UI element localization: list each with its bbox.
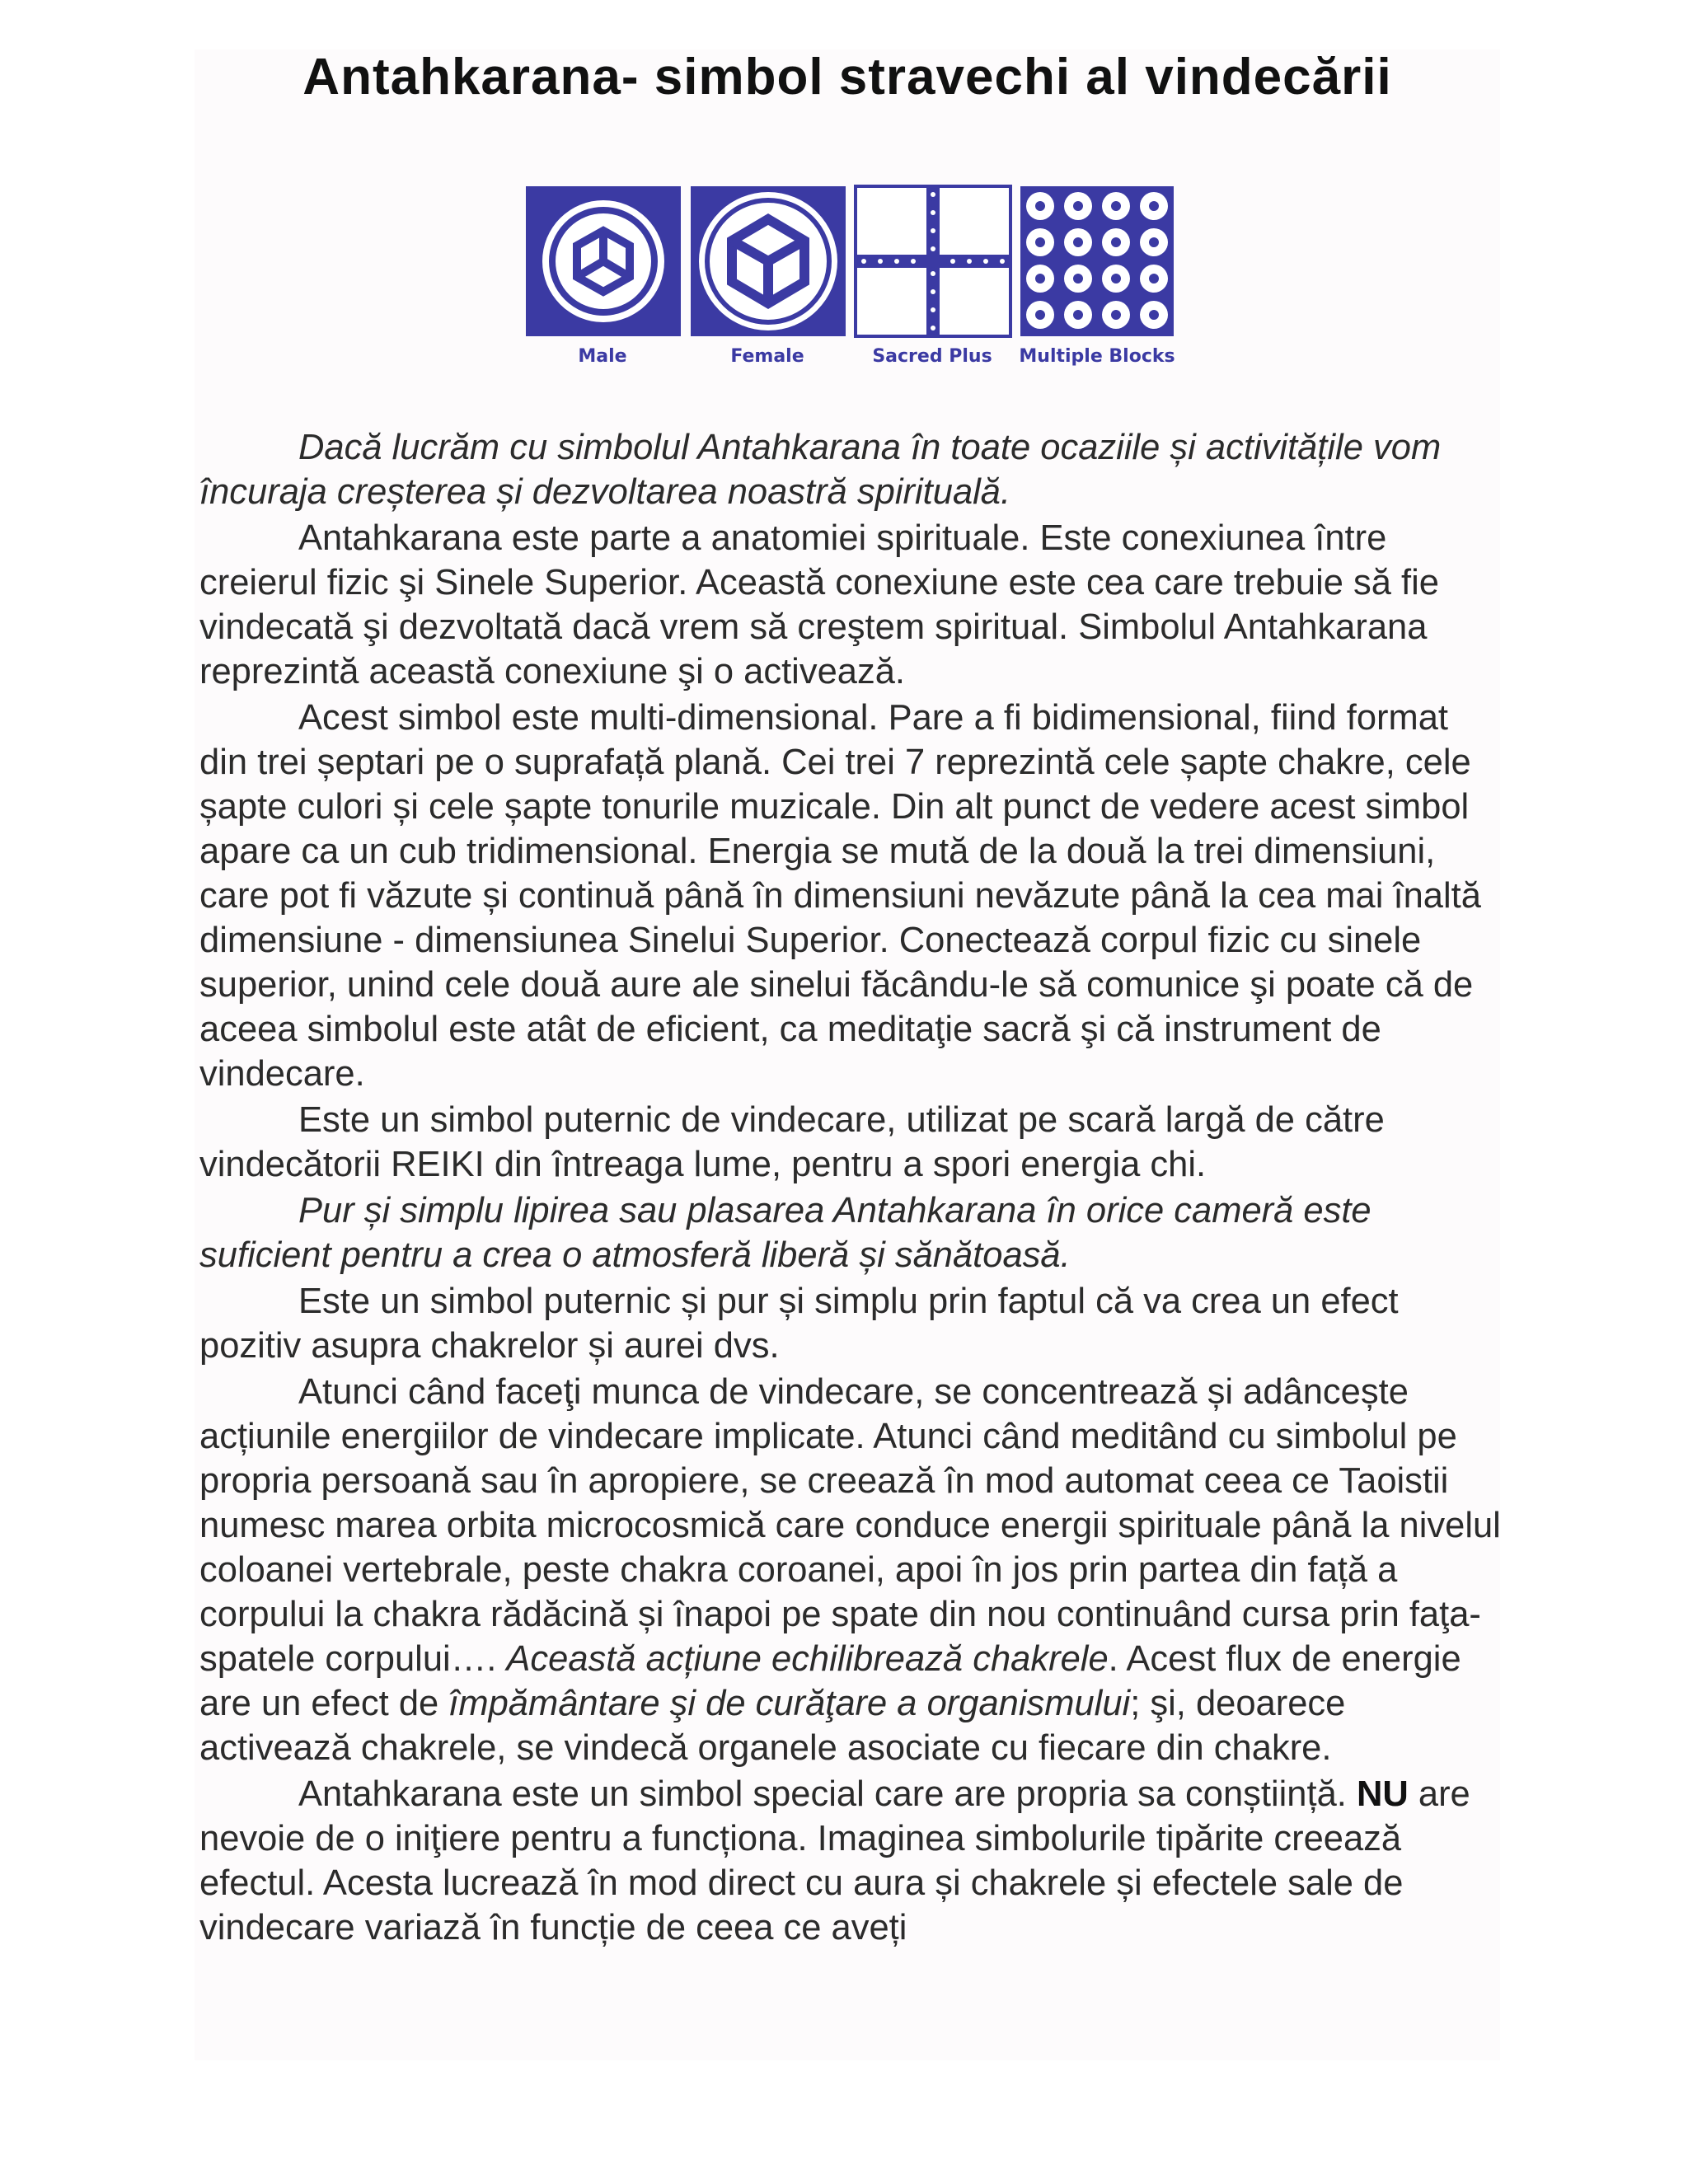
symbol-label-female: Female [730, 346, 804, 367]
paragraph-placement: Pur și simplu lipirea sau plasarea Antahkarana în orice cameră este suficient pentru a crea o atmosferă liberă și sănătoasă. [199, 1191, 1372, 1275]
paragraph-intro: Dacă lucrăm cu simbolul Antahkarana în toate ocaziile și activitățile vom încuraja creșterea și dezvoltarea noastră spirituală. [199, 428, 1442, 512]
paragraph-anatomy: Antahkarana este parte a anatomiei spirituale. Este conexiunea între creierul fizic şi Sinele Superior. Această conexiune este cea care trebuie să fie vindecată şi dezvoltată dacă vrem să creştem spiritual. Simbolul Antahkarana reprezintă această conexiune şi o activează. [199, 518, 1439, 691]
symbol-label-male: Male [578, 346, 627, 367]
antahkarana-sacred-plus-icon [856, 186, 1010, 336]
healing-text-2: . Acest flux de energie are un efect de [199, 1639, 1461, 1723]
symbol-label-sacred-plus: Sacred Plus [872, 346, 992, 367]
paragraph-consciousness [199, 1772, 1502, 1950]
consciousness-emphasis: NU [1356, 1774, 1409, 1814]
consciousness-text-2: are nevoie de o iniţiere pentru a funcționa. Imaginea simbolurile tipărite creează efectul. Acesta lucrează în mod direct cu aura și chakrele și efectele sale de vindecare variază în funcție de ceea ce aveți [199, 1774, 1470, 1947]
symbols-figure [524, 183, 1175, 381]
healing-text-balance: Această acțiune echilibrează chakrele [506, 1639, 1109, 1679]
paragraph-chakra-effect: Este un simbol puternic și pur și simplu prin faptul că va crea un efect pozitiv asupra chakrelor și aurei dvs. [199, 1282, 1399, 1366]
symbol-label-multiple-blocks: Multiple Blocks [1019, 346, 1175, 367]
paragraph-healing-work [199, 1370, 1502, 1770]
antahkarana-female-icon [691, 186, 846, 336]
article-body [199, 425, 1502, 1952]
healing-text-grounding: împământare şi de curăţare a organismului [448, 1684, 1131, 1723]
paragraph-reiki: Este un simbol puternic de vindecare, utilizat pe scară largă de către vindecătorii REIKI din întreaga lume, pentru a spori energia chi. [199, 1100, 1385, 1184]
antahkarana-multiple-blocks-icon [1020, 186, 1174, 336]
healing-text-3: ; şi, deoarece activează chakrele, se vindecă organele asociate cu fiecare din chakre. [199, 1684, 1346, 1768]
symbols-illustration [524, 183, 1175, 348]
healing-text-1: Atunci când faceţi munca de vindecare, se concentrează și adâncește acțiunile energiilor de vindecare implicate. Atunci când meditând cu simbolul pe propria persoană sau în apropiere, se creează în mod automat ceea ce Taoistii numesc marea orbita microcosmică care conduce energii spirituale până la nivelul coloanei vertebrale, peste chakra coroanei, apoi în jos prin partea din față a corpului la chakra rădăcină și înapoi pe spate din nou continuând cursa prin faţa-spatele corpului…. [199, 1372, 1501, 1679]
page-title: Antahkarana- simbol stravechi al vindecării [302, 49, 1392, 105]
antahkarana-male-icon [526, 186, 681, 336]
consciousness-text-1: Antahkarana este un simbol special care are propria sa conștiință. [298, 1774, 1357, 1814]
paragraph-multidimensional: Acest simbol este multi-dimensional. Pare a fi bidimensional, fiind format din trei șeptari pe o suprafață plană. Cei trei 7 reprezintă cele șapte chakre, cele șapte culori și cele șapte tonurile muzicale. Din alt punct de vedere acest simbol apare ca un cub tridimensional. Energia se mută de la două la trei dimensiuni, care pot fi văzute și continuă până în dimensiuni nevăzute până la cea mai înaltă dimensiune - dimensiunea Sinelui Superior. Conectează corpul fizic cu sinele superior, unind cele două aure ale sinelui făcându-le să comunice şi poate că de aceea simbolul este atât de eficient, ca meditaţie sacră şi că instrument de vindecare. [199, 698, 1481, 1094]
